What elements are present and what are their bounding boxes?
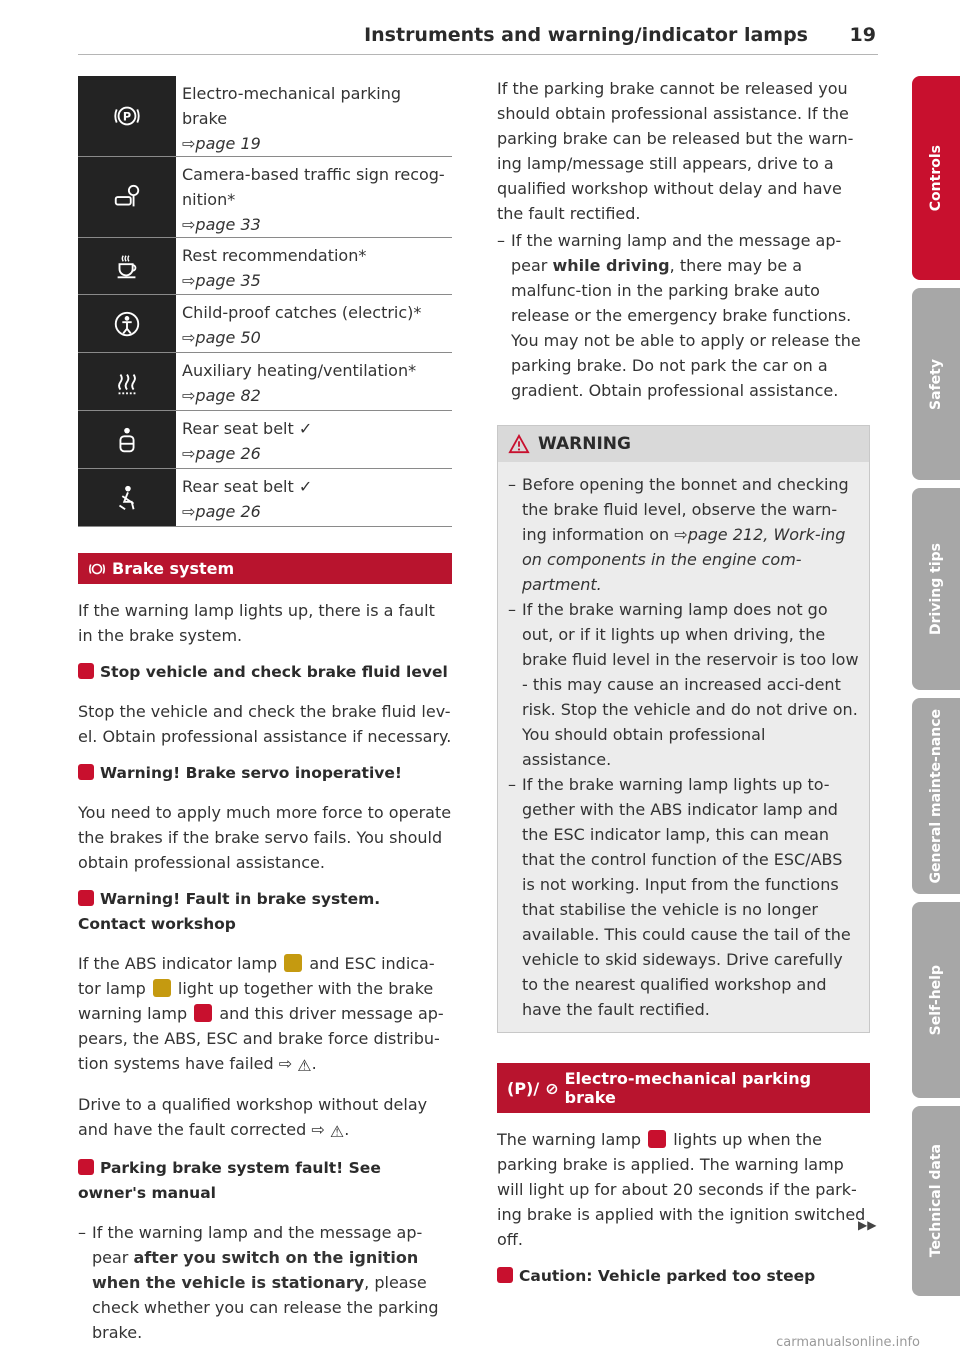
warning-box (497, 425, 870, 1033)
svg-text:P: P (122, 110, 132, 124)
message-text: Drive to a qualified workshop without delay and have the fault corrected ⇨ ⚠. (78, 1092, 452, 1144)
desc-line: Camera-based traffic sign recog- (182, 165, 445, 184)
text-part: , please check whether you can release the parking brake. (92, 1273, 439, 1342)
page-number: 19 (849, 24, 876, 46)
icon-table-row (78, 157, 452, 238)
desc-line: Electro-mechanical parking (182, 84, 401, 103)
tab-driving-tips[interactable] (912, 488, 960, 690)
icon-desc (176, 411, 312, 468)
page-header (78, 20, 878, 55)
parking-fault-list (78, 1220, 452, 1345)
icon-table-row (78, 469, 452, 527)
driving-fault-list (497, 228, 870, 403)
warning-triangle-icon: ⚠ (329, 1122, 345, 1141)
text-part: after you switch on the ignition when the vehicle is stationary (92, 1248, 419, 1292)
auxiliary-heating-icon (78, 353, 176, 410)
brake-warning-icon (88, 560, 106, 578)
tab-label: General mainte-nance (928, 708, 944, 884)
heading-text: Caution: Vehicle parked too steep (519, 1267, 816, 1285)
warning-triangle-icon: ⚠ (297, 1056, 312, 1075)
parking-brake-text (497, 1127, 870, 1252)
heading-text: Warning! Fault in brake system. Contact workshop (78, 890, 381, 933)
page-link[interactable]: ⇨page 19 (182, 134, 261, 153)
page-link[interactable]: ⇨page 212, Work-ing on components in the engine com-partment. (522, 525, 846, 594)
warning-body (498, 462, 869, 1032)
heading-text: Parking brake system fault! See owner's manual (78, 1159, 381, 1202)
tab-controls[interactable] (912, 76, 960, 280)
icon-table-row (78, 411, 452, 469)
desc-line: brake (182, 109, 228, 128)
desc-line: Rest recommendation* (182, 246, 367, 265)
brake-lamp-icon (78, 764, 94, 780)
message-text: You need to apply much more force to operate the brakes if the brake servo fails. You should obtain professional assistance. (78, 803, 452, 872)
warning-triangle-icon (508, 434, 530, 454)
tab-self-help[interactable] (912, 902, 960, 1098)
message-heading (78, 761, 452, 786)
brake-lamp-icon (194, 1004, 212, 1022)
desc-line: Rear seat belt ✓ (182, 477, 313, 496)
message-heading (497, 1264, 870, 1289)
brake-lamp-icon (78, 663, 94, 679)
rear-seat-belt-icon (78, 411, 176, 468)
warning-header (498, 426, 869, 462)
text-part: light up together with the brake warning lamp (78, 979, 434, 1023)
tab-label: Driving tips (928, 543, 944, 635)
text-part: If the ABS indicator lamp (78, 954, 278, 973)
coffee-cup-icon (78, 238, 176, 294)
page-link[interactable]: ⇨page 82 (182, 386, 261, 405)
text-part: If the warning lamp and the message ap-pear (511, 231, 842, 275)
parking-lamp-icon (648, 1130, 666, 1148)
message-heading (78, 660, 452, 685)
text-part: and this driver message ap-pears, the ABS, ESC and brake force distribu-tion systems have failed ⇨ (78, 1004, 444, 1073)
desc-line: Rear seat belt ✓ (182, 419, 313, 438)
parking-brake-icon: (P)/ (507, 1078, 540, 1098)
parking-brake-crossed-icon: ⊘ (545, 1078, 559, 1098)
tab-label: Technical data (928, 1144, 944, 1258)
section-title: Brake system (112, 559, 235, 578)
brake-lamp-icon (78, 890, 94, 906)
tab-technical-data[interactable] (912, 1106, 960, 1296)
icon-table-row (78, 295, 452, 353)
tab-label: Self-help (928, 964, 944, 1036)
abs-lamp-icon (284, 954, 302, 972)
header-title: Instruments and warning/indicator lamps (364, 24, 808, 46)
tab-label: Safety (928, 358, 944, 410)
message-heading (78, 1156, 452, 1206)
icon-desc (176, 238, 366, 294)
brake-system-heading (78, 553, 452, 584)
child-lock-icon (78, 295, 176, 352)
text-part: lights up when the parking brake is applied. The warning lamp will light up for about 20 seconds if the park-ing brake is applied with the ignition switched off. (497, 1130, 866, 1249)
parking-brake-heading (497, 1063, 870, 1113)
icon-desc (176, 295, 421, 352)
icon-table-row (78, 353, 452, 411)
brake-intro: If the warning lamp lights up, there is a fault in the brake system. (78, 601, 435, 645)
text-part: If the warning lamp and the message ap-pear (92, 1223, 423, 1267)
icon-desc (176, 353, 416, 410)
warning-list (508, 472, 859, 1022)
icon-desc (176, 76, 401, 156)
list-item: – If the brake warning lamp lights up to-gether with the ABS indicator lamp and the ESC indicator lamp, this can mean that the control function of the ESC/ABS is not working. Input from the functions that stabilise the vehicle is no longer available. This could cause the tail of the vehicle to skid sideways. Drive carefully to the nearest qualified workshop and have the fault rectified. (508, 772, 859, 1022)
tab-safety[interactable] (912, 288, 960, 480)
text-part: while driving (552, 256, 670, 275)
message-text: If the ABS indicator lamp and ESC indica-tor lamp light up together with the brake warning lamp and this driver message ap-pears, the ABS, ESC and brake force distribu-tion systems have failed ⇨ ⚠. (78, 951, 452, 1078)
list-item (497, 228, 870, 403)
parking-release-text: If the parking brake cannot be released you should obtain professional assistance. If the parking brake can be released but the warn-ing lamp/message still appears, drive to a qualified workshop without delay and have the fault rectified. (497, 79, 854, 223)
icon-table (78, 76, 452, 527)
left-column (78, 76, 452, 1345)
page-link[interactable]: ⇨page 26 (182, 444, 261, 463)
icon-table-row (78, 238, 452, 295)
message-heading (78, 887, 452, 937)
text-part: and ESC indica-tor lamp (78, 954, 435, 998)
page-link[interactable]: ⇨page 50 (182, 328, 261, 347)
page-link[interactable]: ⇨page 35 (182, 271, 261, 290)
tab-label: Controls (928, 144, 944, 212)
list-item (78, 1220, 452, 1345)
desc-line: Auxiliary heating/ventilation* (182, 361, 417, 380)
list-item (508, 472, 859, 597)
esc-lamp-icon (153, 979, 171, 997)
heading-text: Stop vehicle and check brake fluid level (100, 663, 448, 681)
right-column (497, 76, 870, 1289)
icon-table-row (78, 76, 452, 157)
list-item: – If the brake warning lamp does not go out, or if it lights up when driving, the brake fluid level in the reservoir is too low - this may cause an increased acci-dent risk. Stop the vehicle and do not drive on. You should obtain professional assistance. (508, 597, 859, 772)
text-part: Before opening the bonnet and checking the brake fluid level, observe the warn-ing information on (522, 475, 849, 544)
traffic-sign-camera-icon (78, 157, 176, 237)
seat-belt-person-icon (78, 469, 176, 526)
desc-line: Child-proof catches (electric)* (182, 303, 422, 322)
heading-text: Warning! Brake servo inoperative! (100, 764, 402, 782)
warning-title: WARNING (538, 434, 631, 454)
page-link[interactable]: ⇨page 26 (182, 502, 261, 521)
continue-arrow-icon: ▶▶ (858, 1218, 877, 1232)
page-link[interactable]: ⇨page 33 (182, 215, 261, 234)
message-text: Stop the vehicle and check the brake fluid lev-el. Obtain professional assistance if necessary. (78, 702, 452, 746)
parking-brake-icon (78, 76, 176, 156)
text-part: , there may be a malfunc-tion in the parking brake auto release or the emergency brake functions. You may not be able to apply or release the parking brake. Do not park the car on a gradient. Obtain professional assistance. (511, 256, 861, 400)
icon-desc (176, 469, 312, 526)
brake-lamp-icon (497, 1267, 513, 1283)
desc-line: nition* (182, 190, 236, 209)
tab-general-maintenance[interactable] (912, 698, 960, 894)
section-title: Electro-mechanical parking brake (564, 1069, 812, 1107)
watermark: carmanualsonline.info (776, 1335, 920, 1350)
icon-desc (176, 157, 445, 237)
text-part: The warning lamp (497, 1130, 641, 1149)
text-part: Drive to a qualified workshop without delay and have the fault corrected ⇨ (78, 1095, 428, 1139)
brake-lamp-icon (78, 1159, 94, 1175)
